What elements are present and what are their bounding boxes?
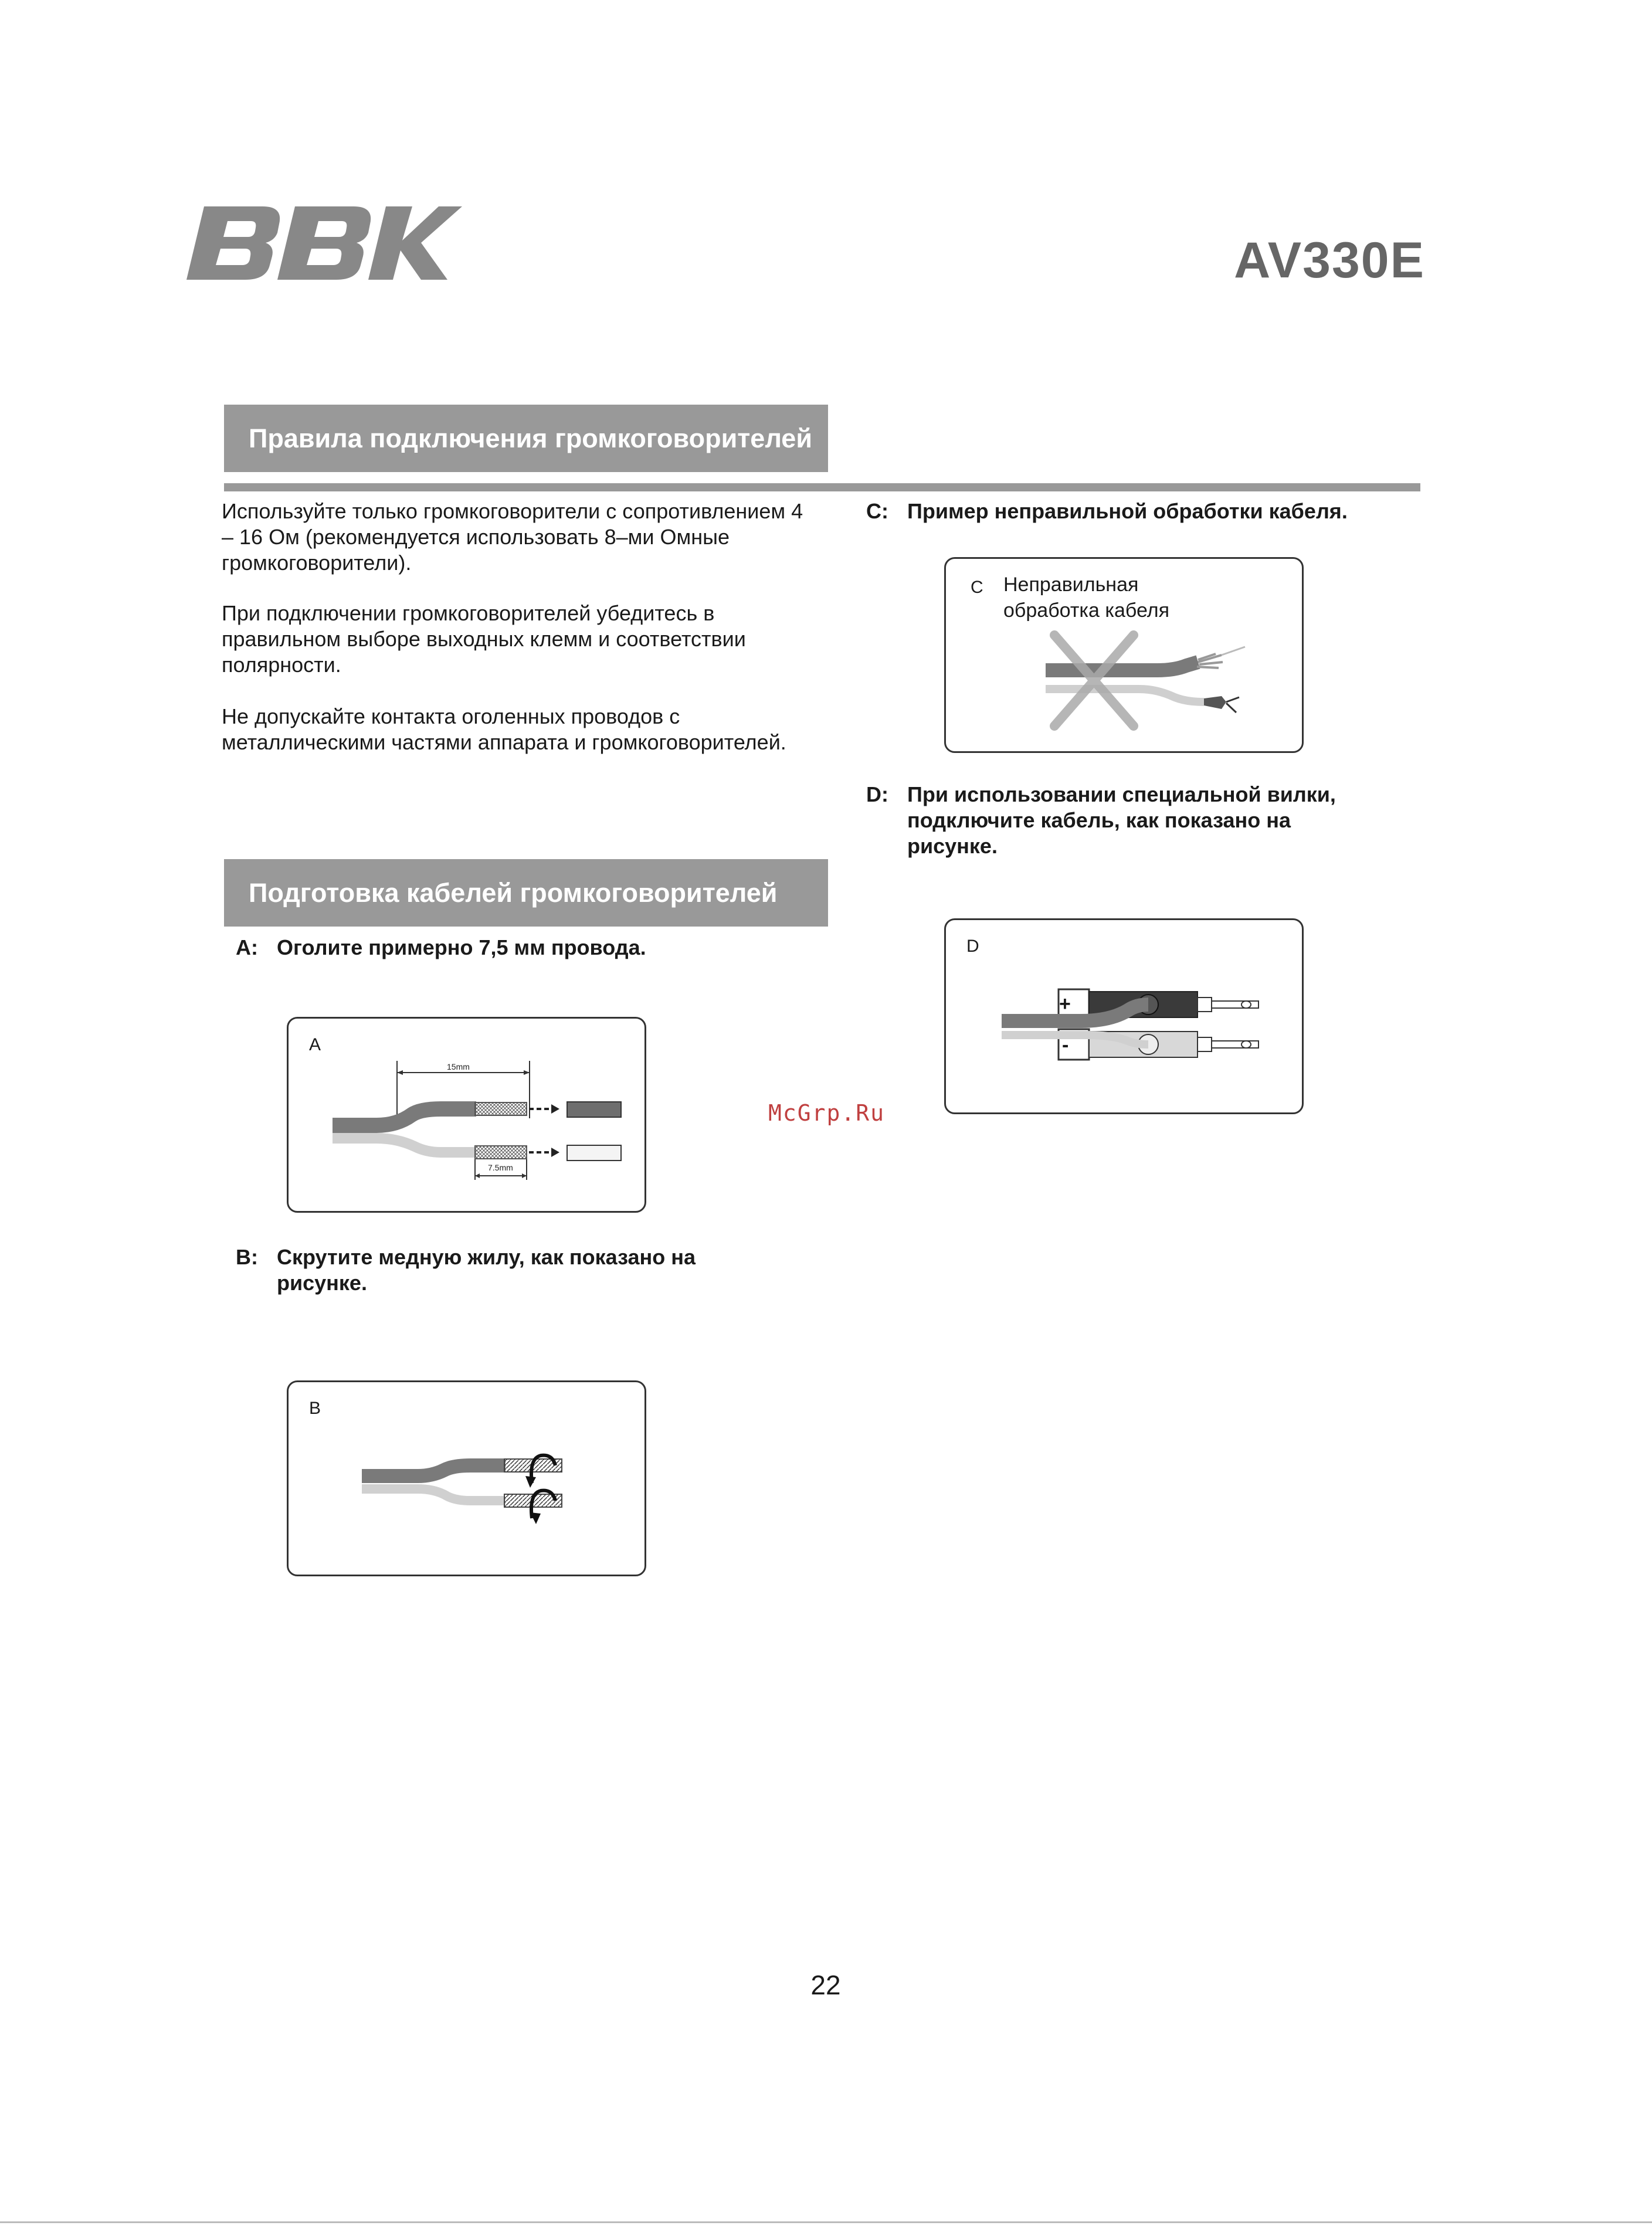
header-divider	[224, 483, 1420, 491]
paragraph-contact-warning: Не допускайте контакта оголенных проводов с металлическими частями аппарата и громкоговорителей.	[222, 704, 786, 754]
section-title-text: Подготовка кабелей громкоговорителей	[249, 877, 778, 908]
section-title-cable-prep	[224, 859, 828, 927]
step-text: Пример неправильной обработки кабеля.	[907, 499, 1348, 523]
model-number: AV330E	[1234, 232, 1425, 289]
step-b	[236, 1244, 746, 1296]
step-text: Оголите примерно 7,5 мм провода.	[277, 935, 646, 959]
dimension-15mm: 15mm	[447, 1062, 470, 1071]
step-c	[866, 498, 1376, 524]
step-text: Скрутите медную жилу, как показано на рисунке.	[277, 1245, 696, 1295]
step-label: A:	[236, 935, 258, 959]
step-a	[236, 935, 746, 961]
step-label: D:	[866, 782, 888, 806]
plus-terminal-label: +	[1059, 993, 1071, 1015]
section-title-speaker-rules	[224, 405, 828, 472]
paragraph-polarity: При подключении громкоговорителей убедитесь в правильном выборе выходных клемм и соответствии полярности.	[222, 601, 746, 677]
dimension-7-5mm: 7.5mm	[488, 1163, 513, 1172]
bottom-divider	[0, 2221, 1652, 2223]
minus-terminal-label: -	[1062, 1034, 1069, 1056]
figure-c-incorrect-cable	[944, 557, 1304, 753]
section-title-text: Правила подключения громкоговорителей	[249, 423, 812, 453]
watermark: McGrp.Ru	[768, 1100, 886, 1126]
bbk-logo	[186, 206, 462, 280]
figure-letter: A	[309, 1035, 321, 1054]
step-text: При использовании специальной вилки, подключите кабель, как показано на рисунке.	[907, 782, 1336, 858]
step-d	[866, 782, 1376, 859]
page-number: 22	[810, 1970, 841, 2000]
figure-letter: B	[309, 1399, 321, 1418]
step-label: B:	[236, 1245, 258, 1269]
figure-a-strip-wire	[287, 1017, 646, 1213]
step-label: C:	[866, 499, 888, 523]
figure-b-twist-wire	[287, 1380, 646, 1576]
figure-letter: C	[971, 578, 983, 597]
paragraph-impedance: Используйте только громкоговорители с сопротивлением 4 – 16 Ом (рекомендуется использовать 8–ми Омные громкоговорители).	[222, 499, 803, 575]
figure-d-banana-plug	[944, 918, 1304, 1114]
figure-letter: D	[966, 937, 979, 956]
figure-caption: Неправильная обработка кабеля	[1003, 574, 1170, 622]
